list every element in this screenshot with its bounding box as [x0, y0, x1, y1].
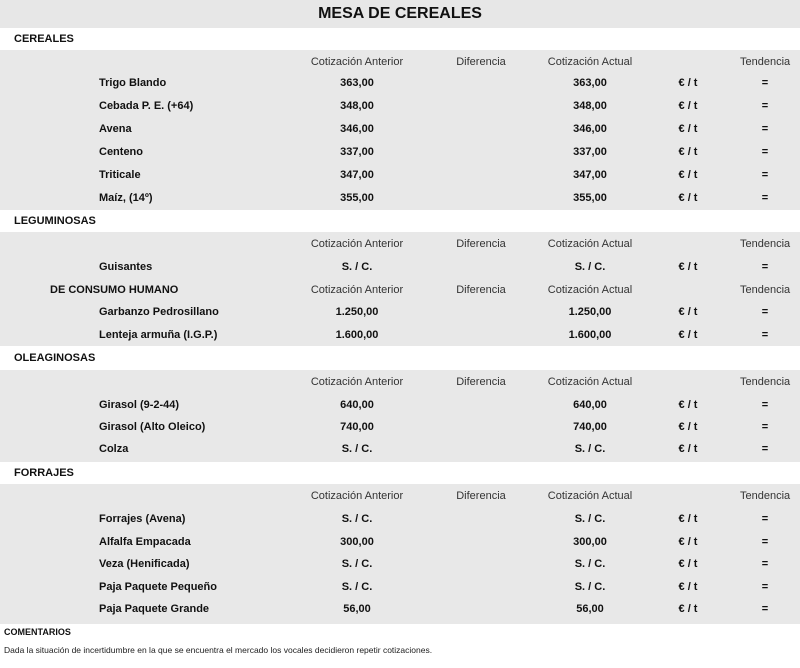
cotizacion-anterior: 300,00 — [340, 535, 374, 548]
table-row — [0, 187, 800, 209]
cotizacion-actual: 640,00 — [573, 399, 607, 411]
cotizacion-anterior: S. / C. — [341, 580, 373, 593]
tendencia-value: = — [761, 261, 769, 273]
page-title: MESA DE CEREALES — [0, 0, 800, 28]
product-name: Girasol (Alto Oleico) — [99, 421, 206, 433]
table-row — [0, 598, 800, 620]
cotizacion-actual: 346,00 — [573, 123, 607, 135]
cotizacion-anterior: 337,00 — [340, 146, 374, 158]
product-name: Alfalfa Empacada — [99, 535, 191, 548]
cotizacion-actual: 1.250,00 — [568, 306, 612, 318]
table-row — [0, 394, 800, 416]
table-row — [0, 324, 800, 346]
product-name: Lenteja armuña (I.G.P.) — [99, 329, 218, 341]
table-row — [0, 141, 800, 163]
header-tendencia: Tendencia — [740, 284, 791, 296]
header-tendencia: Tendencia — [740, 238, 791, 250]
unit-label: € / t — [678, 100, 698, 112]
header-tendencia: Tendencia — [740, 56, 791, 68]
tendencia-value: = — [761, 535, 769, 548]
tendencia-value: = — [761, 603, 769, 615]
product-name: Trigo Blando — [99, 77, 167, 89]
section-label: CEREALES — [14, 33, 74, 45]
header-actual: Cotización Actual — [547, 284, 633, 296]
header-tendencia: Tendencia — [740, 376, 791, 388]
section-label: FORRAJES — [14, 467, 74, 479]
unit-label: € / t — [678, 146, 698, 158]
header-diferencia: Diferencia — [456, 56, 506, 68]
section-header-forrajes — [0, 462, 800, 484]
cotizacion-actual: 363,00 — [573, 77, 607, 89]
unit-label: € / t — [678, 399, 698, 411]
cotizacion-anterior: S. / C. — [341, 558, 373, 570]
cotizacion-anterior: S. / C. — [341, 261, 373, 273]
cotizacion-actual: 740,00 — [573, 421, 607, 433]
tendencia-value: = — [761, 513, 769, 525]
table-row — [0, 118, 800, 140]
tendencia-value: = — [761, 123, 769, 135]
tendencia-value: = — [761, 306, 769, 318]
subsection-label: DE CONSUMO HUMANO — [50, 284, 179, 296]
table-row — [0, 301, 800, 323]
header-diferencia: Diferencia — [456, 490, 506, 502]
product-name: Avena — [99, 123, 132, 135]
table-row — [0, 576, 800, 598]
cotizacion-anterior: 740,00 — [340, 421, 374, 433]
unit-label: € / t — [678, 421, 698, 433]
section-header-leguminosas — [0, 210, 800, 232]
product-name: Garbanzo Pedrosillano — [99, 306, 219, 318]
section-header-oleaginosas — [0, 347, 800, 369]
cotizacion-anterior: S. / C. — [341, 513, 373, 525]
unit-label: € / t — [678, 306, 698, 318]
unit-label: € / t — [678, 603, 698, 615]
cotizacion-anterior: 1.250,00 — [335, 306, 379, 318]
subsection-header-row — [0, 279, 800, 301]
cotizacion-actual: 348,00 — [573, 100, 607, 112]
column-header-row — [0, 485, 800, 507]
table-row — [0, 72, 800, 94]
unit-label: € / t — [678, 192, 698, 204]
comments-text: Dada la situación de incertidumbre en la que se encuentra el mercado los vocales decidieron repetir cotizaciones. — [4, 645, 433, 655]
unit-label: € / t — [678, 169, 698, 181]
header-actual: Cotización Actual — [547, 376, 633, 388]
product-name: Maíz, (14º) — [99, 192, 153, 204]
tendencia-value: = — [761, 580, 769, 593]
cotizacion-actual: 300,00 — [573, 535, 607, 548]
cotizacion-actual: S. / C. — [574, 443, 606, 455]
unit-label: € / t — [678, 580, 698, 593]
header-actual: Cotización Actual — [547, 238, 633, 250]
product-name: Veza (Henificada) — [99, 558, 190, 570]
tendencia-value: = — [761, 169, 769, 181]
cotizacion-actual: S. / C. — [574, 513, 606, 525]
cotizacion-actual: S. / C. — [574, 580, 606, 593]
product-name: Girasol (9-2-44) — [99, 399, 180, 411]
cotizacion-anterior: 348,00 — [340, 100, 374, 112]
tendencia-value: = — [761, 421, 769, 433]
header-anterior: Cotización Anterior — [310, 56, 404, 68]
table-row — [0, 416, 800, 438]
column-header-row — [0, 51, 800, 73]
tendencia-value: = — [761, 443, 769, 455]
cotizacion-actual: 347,00 — [573, 169, 607, 181]
cotizacion-actual: 1.600,00 — [568, 329, 612, 341]
cotizacion-actual: 56,00 — [576, 603, 604, 615]
product-name: Centeno — [99, 146, 143, 158]
table-row — [0, 256, 800, 278]
tendencia-value: = — [761, 558, 769, 570]
cotizacion-actual: S. / C. — [574, 558, 606, 570]
cotizacion-actual: 355,00 — [573, 192, 607, 204]
section-label: OLEAGINOSAS — [14, 352, 96, 364]
product-name: Paja Paquete Grande — [99, 603, 210, 615]
cotizacion-anterior: 346,00 — [340, 123, 374, 135]
header-tendencia: Tendencia — [740, 490, 791, 502]
column-header-row — [0, 233, 800, 255]
cotizacion-anterior: 347,00 — [340, 169, 374, 181]
comments-title: COMENTARIOS — [4, 627, 71, 637]
tendencia-value: = — [761, 329, 769, 341]
tendencia-value: = — [761, 77, 769, 89]
header-diferencia: Diferencia — [456, 238, 506, 250]
product-name: Colza — [99, 443, 129, 455]
header-actual: Cotización Actual — [547, 56, 633, 68]
cotizacion-anterior: 1.600,00 — [335, 329, 379, 341]
table-row — [0, 508, 800, 530]
product-name: Triticale — [99, 169, 141, 181]
table-row — [0, 531, 800, 553]
unit-label: € / t — [678, 558, 698, 570]
table-row — [0, 95, 800, 117]
cotizacion-actual: S. / C. — [574, 261, 606, 273]
header-actual: Cotización Actual — [547, 490, 633, 502]
cotizacion-anterior: S. / C. — [341, 443, 373, 455]
table-row — [0, 553, 800, 575]
unit-label: € / t — [678, 513, 698, 525]
header-anterior: Cotización Anterior — [310, 284, 404, 296]
cotizacion-anterior: 640,00 — [340, 399, 374, 411]
tendencia-value: = — [761, 192, 769, 204]
header-anterior: Cotización Anterior — [310, 490, 404, 502]
table-row — [0, 164, 800, 186]
column-header-row — [0, 371, 800, 393]
product-name: Guisantes — [99, 261, 153, 273]
header-anterior: Cotización Anterior — [310, 376, 404, 388]
product-name: Cebada P. E. (+64) — [99, 100, 194, 112]
header-diferencia: Diferencia — [456, 376, 506, 388]
header-anterior: Cotización Anterior — [310, 238, 404, 250]
unit-label: € / t — [678, 261, 698, 273]
unit-label: € / t — [678, 443, 698, 455]
cotizacion-anterior: 56,00 — [343, 603, 371, 615]
tendencia-value: = — [761, 146, 769, 158]
product-name: Paja Paquete Pequeño — [99, 580, 217, 593]
unit-label: € / t — [678, 535, 698, 548]
unit-label: € / t — [678, 329, 698, 341]
cotizacion-anterior: 355,00 — [340, 192, 374, 204]
tendencia-value: = — [761, 100, 769, 112]
tendencia-value: = — [761, 399, 769, 411]
section-label: LEGUMINOSAS — [14, 215, 96, 227]
cotizacion-anterior: 363,00 — [340, 77, 374, 89]
header-diferencia: Diferencia — [456, 284, 506, 296]
product-name: Forrajes (Avena) — [99, 513, 186, 525]
cotizacion-actual: 337,00 — [573, 146, 607, 158]
unit-label: € / t — [678, 123, 698, 135]
section-header-cereales — [0, 28, 800, 50]
table-row — [0, 438, 800, 460]
unit-label: € / t — [678, 77, 698, 89]
